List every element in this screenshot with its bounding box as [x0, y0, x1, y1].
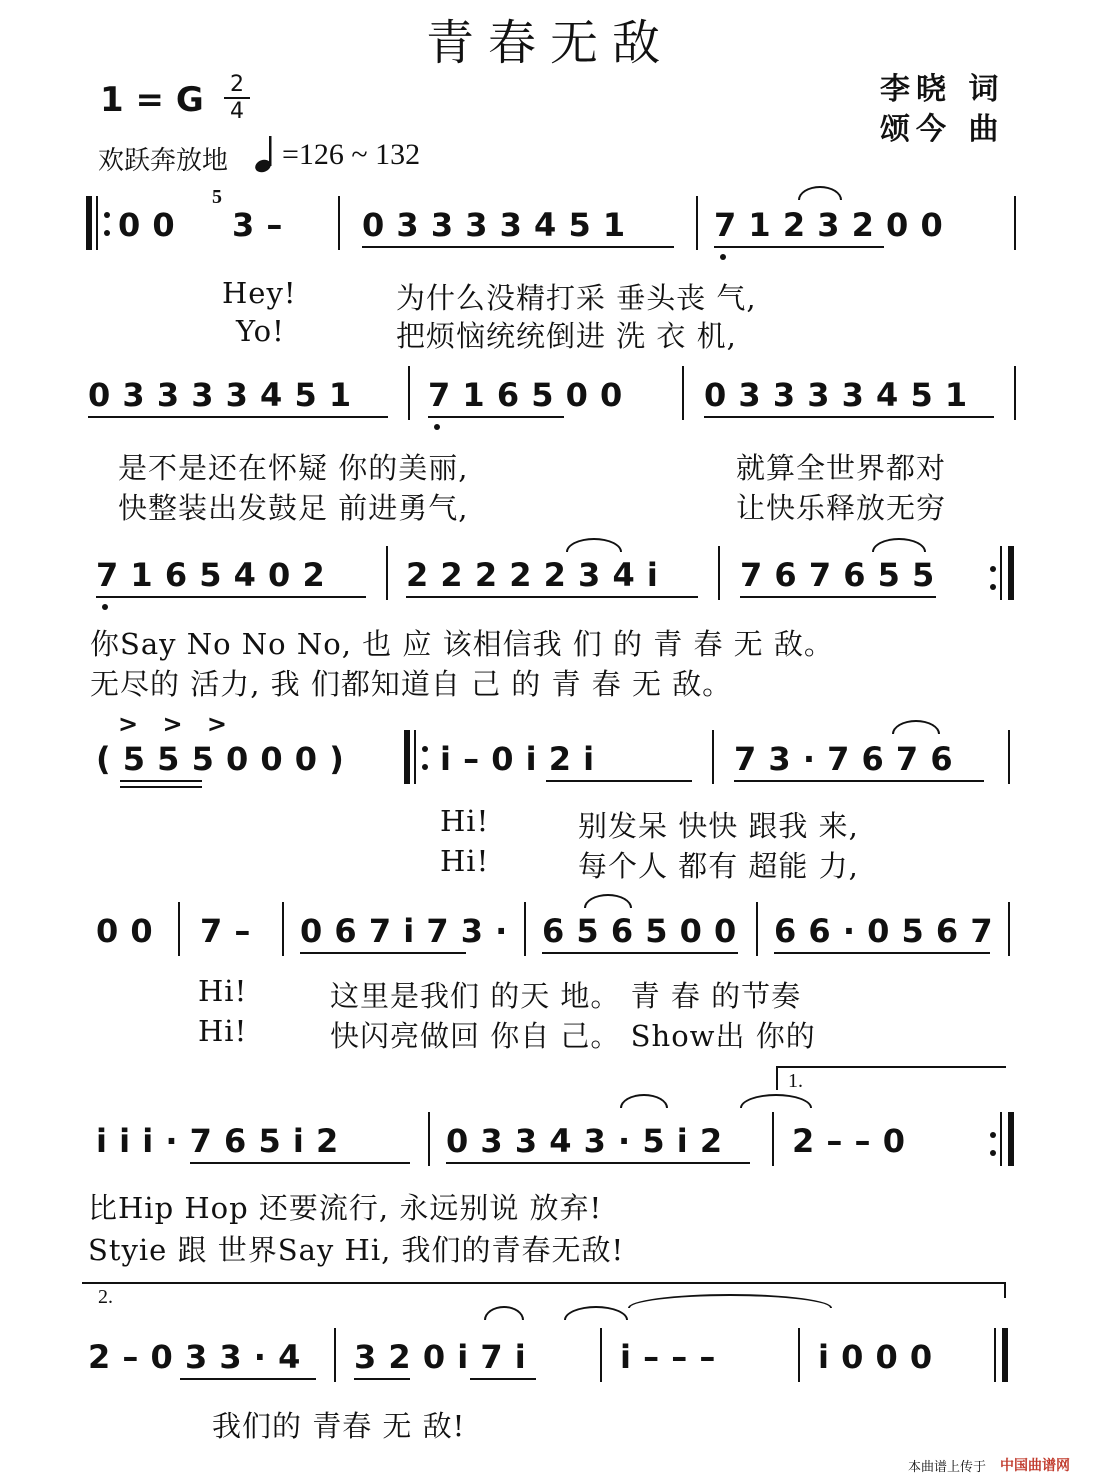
accent-marks: > > > — [118, 710, 236, 738]
beam-line — [734, 780, 984, 782]
barline — [282, 902, 284, 956]
beam-line — [546, 780, 692, 782]
lyric-line: 每个人 都有 超能 力, — [578, 849, 859, 883]
barline — [994, 1328, 996, 1382]
beam-line — [714, 246, 884, 248]
final-barline — [1002, 1328, 1008, 1382]
beam-line — [774, 952, 990, 954]
time-numerator: 2 — [230, 72, 244, 97]
lyric-line: 是不是还在怀疑 你的美丽, — [118, 451, 469, 485]
barline — [756, 902, 758, 956]
barline — [96, 196, 98, 250]
notes-measure: i – – – — [620, 1338, 716, 1376]
notes-measure: 7 6 7 6 5 5 — [740, 556, 935, 594]
quarter-note-icon — [254, 134, 278, 174]
barline — [1000, 546, 1002, 600]
notes-measure: i i i · 7 6 5 i 2 — [96, 1122, 339, 1160]
lyric-line: 这里是我们 的天 地。 青 春 的节奏 — [330, 979, 802, 1013]
notes-measure: 7 3 · 7 6 7 6 — [734, 740, 954, 778]
beam-line — [354, 1378, 410, 1380]
beam-line — [96, 596, 366, 598]
volta-bracket-1 — [776, 1066, 1006, 1068]
repeat-dot — [990, 1132, 996, 1138]
lyric-line: 我们的 青春 无 敌! — [212, 1409, 466, 1443]
beam-line — [542, 952, 738, 954]
beam-line — [446, 1162, 750, 1164]
notes-measure: 7 – — [200, 912, 251, 950]
beam-line — [362, 246, 674, 248]
barline — [1014, 366, 1016, 420]
notes-measure: 0 3 3 3 3 4 5 1 — [88, 376, 352, 414]
lyric-line: Hi! — [440, 804, 490, 838]
beam-line — [406, 596, 698, 598]
repeat-start-barline — [404, 730, 410, 784]
barline — [718, 546, 720, 600]
beam-line — [120, 780, 202, 782]
barline — [798, 1328, 800, 1382]
barline — [1000, 1112, 1002, 1166]
lyric-line: Yo! — [236, 314, 285, 348]
time-denominator: 4 — [230, 99, 244, 124]
site-brand: 中国曲谱网 — [1000, 1457, 1070, 1473]
beam-line — [180, 1378, 316, 1380]
volta-bracket-2 — [82, 1282, 1006, 1284]
slur — [872, 538, 926, 552]
repeat-dot — [990, 566, 996, 572]
volta-bracket-left — [776, 1066, 778, 1090]
repeat-end-barline — [1008, 546, 1014, 600]
slur — [564, 1306, 628, 1320]
lyric-line: Hey! — [222, 276, 297, 310]
beam-line — [88, 416, 388, 418]
composer-credit: 颂今 曲 — [880, 112, 1005, 147]
notes-measure: 7 1 6 5 0 0 — [428, 376, 623, 414]
beam-line — [428, 416, 564, 418]
lyric-line: 无尽的 活力, 我 们都知道自 己 的 青 春 无 敌。 — [90, 667, 733, 701]
low-octave-dot — [434, 424, 440, 430]
lyric-line: 快闪亮做回 你自 己。 Show出 你的 — [330, 1019, 816, 1053]
barline — [712, 730, 714, 784]
lyric-line: Styie 跟 世界Say Hi, 我们的青春无敌! — [88, 1233, 625, 1267]
lyric-line: Hi! — [440, 844, 490, 878]
notes-measure: 7 1 2 3 2 0 0 — [714, 206, 944, 244]
barline — [414, 730, 416, 784]
barline — [408, 366, 410, 420]
barline — [524, 902, 526, 956]
slur — [798, 186, 842, 200]
notes-measure: 2 – 0 3 3 · 4 — [88, 1338, 301, 1376]
key-signature: 1 = G — [100, 80, 204, 120]
notes-measure: ( 5 5 5 0 0 0 ) — [96, 740, 345, 778]
lyricist-credit: 李晓 词 — [880, 72, 1005, 107]
lyric-line: 把烦恼统统倒进 洗 衣 机, — [396, 319, 737, 353]
slur — [620, 1094, 668, 1108]
beam-line — [704, 416, 994, 418]
slur — [566, 538, 622, 552]
beam-line — [300, 952, 466, 954]
volta-bracket-right — [1004, 1282, 1006, 1298]
grace-note: 5 — [212, 186, 222, 208]
repeat-dot — [104, 212, 110, 218]
notes-measure: 6 6 · 0 5 6 7 — [774, 912, 994, 950]
lyric-line: 比Hip Hop 还要流行, 永远别说 放弃! — [88, 1191, 603, 1225]
lyric-line: 你Say No No No, 也 应 该相信我 们 的 青 春 无 敌。 — [90, 627, 834, 661]
repeat-end-barline — [1008, 1112, 1014, 1166]
barline — [178, 902, 180, 956]
notes-measure: 7 1 6 5 4 0 2 — [96, 556, 326, 594]
notes-measure: 2 – – 0 — [792, 1122, 906, 1160]
barline — [334, 1328, 336, 1382]
tempo-marking: =126 ~ 132 — [282, 138, 421, 171]
notes-measure: 3 2 0 i 7 i — [354, 1338, 527, 1376]
repeat-start-barline — [86, 196, 92, 250]
notes-measure: i – 0 i 2 i — [440, 740, 595, 778]
repeat-dot — [104, 230, 110, 236]
beam-line — [190, 1162, 410, 1164]
notes-measure: 0 3 3 4 3 · 5 i 2 — [446, 1122, 723, 1160]
notes-measure: 0 3 3 3 3 4 5 1 — [362, 206, 626, 244]
slur — [584, 894, 632, 908]
barline — [386, 546, 388, 600]
notes-measure: 2 2 2 2 2 3 4 i — [406, 556, 659, 594]
tie — [628, 1294, 832, 1308]
expression-marking: 欢跃奔放地 — [98, 146, 229, 176]
lyric-line: Hi! — [198, 1014, 248, 1048]
barline — [1008, 730, 1010, 784]
low-octave-dot — [102, 604, 108, 610]
barline — [600, 1328, 602, 1382]
lyric-line: 为什么没精打采 垂头丧 气, — [396, 281, 757, 315]
barline — [772, 1112, 774, 1166]
repeat-dot — [990, 584, 996, 590]
low-octave-dot — [720, 254, 726, 260]
barline — [696, 196, 698, 250]
upload-note: 本曲谱上传于 — [908, 1459, 987, 1474]
lyric-line: 别发呆 快快 跟我 来, — [578, 809, 859, 843]
lyric-line: 让快乐释放无穷 — [736, 491, 947, 525]
barline — [682, 366, 684, 420]
notes-measure: 0 0 — [118, 206, 176, 244]
time-signature — [222, 72, 252, 124]
notes-measure: 0 3 3 3 3 4 5 1 — [704, 376, 968, 414]
lyric-line: 快整装出发鼓足 前进勇气, — [118, 491, 469, 525]
barline — [428, 1112, 430, 1166]
beam-line — [120, 786, 202, 788]
beam-line — [740, 596, 936, 598]
slur — [892, 720, 940, 734]
repeat-dot — [422, 764, 428, 770]
barline — [338, 196, 340, 250]
notes-measure: 0 0 — [96, 912, 154, 950]
notes-measure: 3 – — [232, 206, 283, 244]
volta-label-1: 1. — [788, 1070, 803, 1092]
barline — [1008, 902, 1010, 956]
volta-label-2: 2. — [98, 1286, 113, 1308]
repeat-dot — [990, 1150, 996, 1156]
song-title: 青春无敌 — [425, 15, 674, 71]
notes-measure: 6 5 6 5 0 0 — [542, 912, 737, 950]
lyric-line: 就算全世界都对 — [736, 451, 947, 485]
barline — [1014, 196, 1016, 250]
lyric-line: Hi! — [198, 974, 248, 1008]
slur — [740, 1094, 812, 1108]
beam-line — [470, 1378, 536, 1380]
notes-measure: 0 6 7 i 7 3 · — [300, 912, 508, 950]
notes-measure: i 0 0 0 — [818, 1338, 933, 1376]
repeat-dot — [422, 746, 428, 752]
slur — [484, 1306, 524, 1320]
